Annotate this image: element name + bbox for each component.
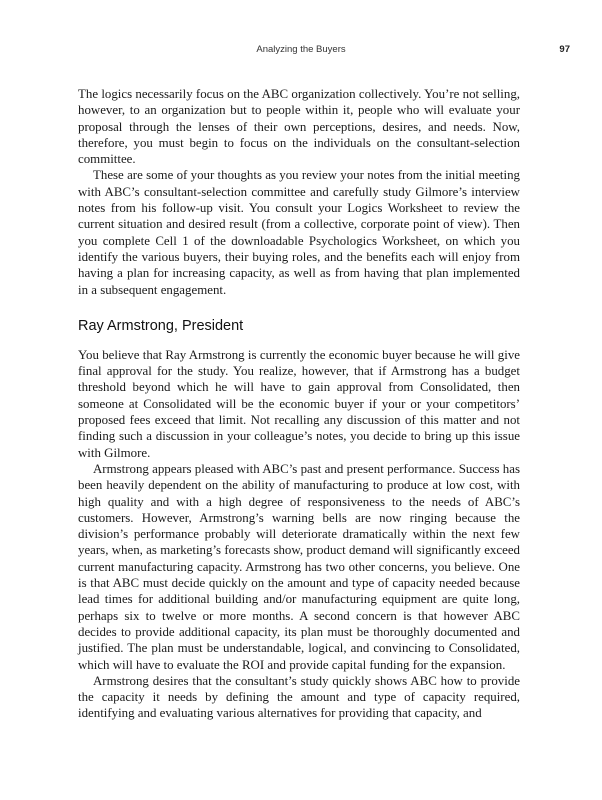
paragraph-section-2: Armstrong appears pleased with ABC’s past and present performance. Success has been heavily dependent on the ability of manufacturing to produce at low cost, with high quality and with a high degree of responsiveness to the needs of ABC’s customers. However, Armstrong’s warning bells are now ringing because the division’s performance probably will deteriorate dramatically within the next few years, when, as marketing’s forecasts show, product demand will significantly exceed current manufacturing capacity. Armstrong has two other concerns, you believe. One is that ABC must decide quickly on the amount and type of capacity needed because lead times for additional building and/or manufacturing equipment are quite long, perhaps six to twelve or more months. A second concern is that however ABC decides to provide additional capacity, its plan must be thoroughly documented and justified. The plan must be understandable, logical, and convincing to Consolidated, which will have to evaluate the ROI and provide capital funding for the expansion. <box>78 461 520 672</box>
paragraph-intro-1: The logics necessarily focus on the ABC organization collectively. You’re not selling, however, to an organization but to people within it, people who will evaluate your proposal through the lenses of their own perceptions, desires, and needs. Now, therefore, you must begin to focus on the individuals on the consultant-selection committee. <box>78 87 520 167</box>
section-heading: Ray Armstrong, President <box>78 317 244 334</box>
running-head <box>0 44 602 58</box>
paragraph-section-1: You believe that Ray Armstrong is currently the economic buyer because he will give final approval for the study. You realize, however, that if Armstrong has a budget threshold beyond which he will have to gain approval from Consolidated, then someone at Consolidated will be the economic buyer if your or your competitors’ proposed fees exceed that limit. Not recalling any discussion of this matter and not finding such a discussion in your colleague’s notes, you decide to bring up this issue with Gilmore. <box>78 347 520 460</box>
running-title: Analyzing the Buyers <box>256 44 346 55</box>
page-number: 97 <box>559 44 570 55</box>
paragraph-section-3: Armstrong desires that the consultant’s study quickly shows ABC how to provide the capacity it needs by defining the amount and type of capacity required, identifying and evaluating various alternatives for providing that capacity, and <box>78 673 520 721</box>
paragraph-intro-2: These are some of your thoughts as you review your notes from the initial meeting with ABC’s consultant-selection committee and carefully study Gilmore’s interview notes from his follow-up visit. You consult your Logics Worksheet to review the current situation and desired result (from a collective, corporate point of view). Then you complete Cell 1 of the downloadable Psychologics Worksheet, on which you identify the various buyers, their buying roles, and the benefits each will enjoy from having a plan for increasing capacity, as well as from having that plan implemented in a subsequent engagement. <box>78 168 520 297</box>
page-body <box>78 86 520 722</box>
